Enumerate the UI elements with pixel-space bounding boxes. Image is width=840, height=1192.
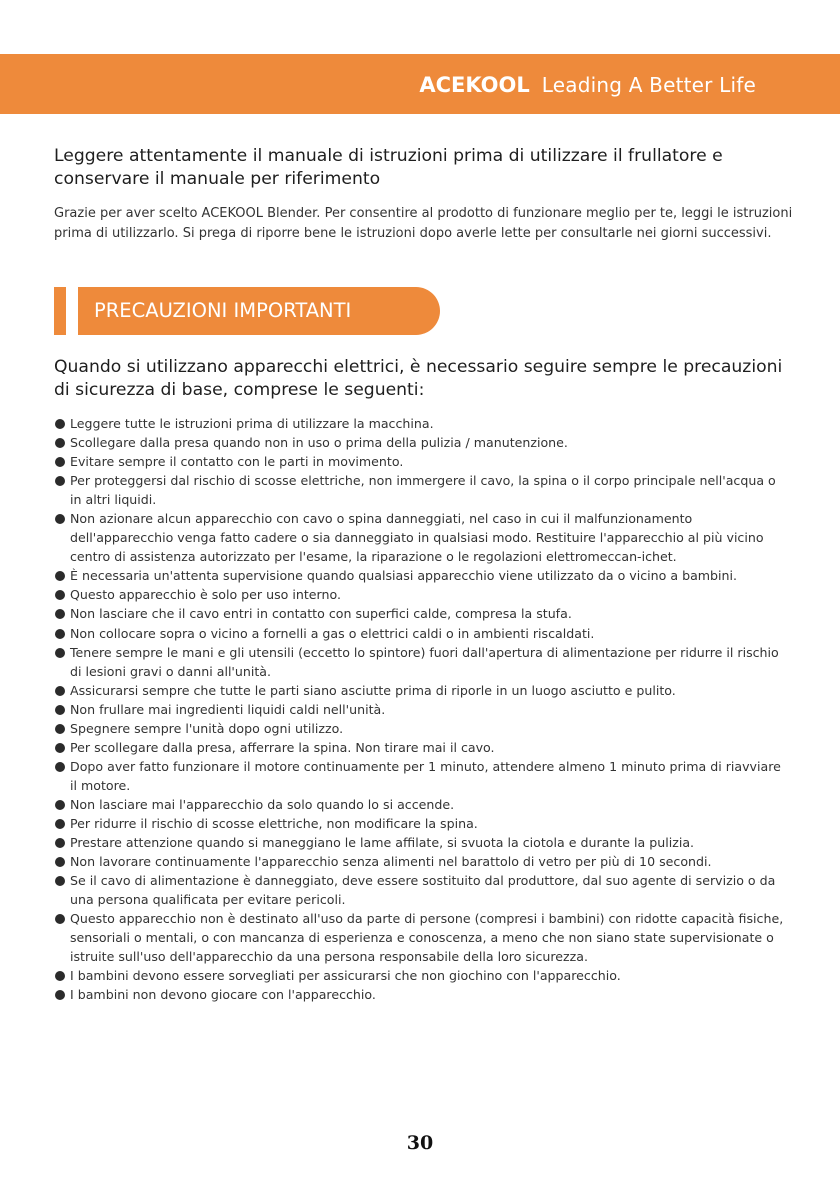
- list-item: [54, 604, 789, 623]
- list-item-text: Prestare attenzione quando si maneggiano le lame affilate, si svuota la ciotola e durante la pulizia.: [70, 835, 695, 851]
- list-item-text: Spegnere sempre l'unità dopo ogni utilizzo.: [70, 720, 344, 736]
- list-item: [54, 700, 789, 719]
- list-item: [54, 509, 789, 566]
- list-item: [54, 414, 789, 433]
- list-item: [54, 471, 789, 509]
- intro-title: Leggere attentamente il manuale di istruzioni prima di utilizzare il frullatore e conservare il manuale per riferimento: [54, 146, 723, 189]
- list-item: [54, 966, 789, 985]
- bullet-icon: [55, 724, 65, 734]
- list-item: [54, 624, 789, 643]
- bullet-icon: [55, 743, 65, 753]
- list-item-text: Scollegare dalla presa quando non in uso o prima della pulizia / manutenzione.: [70, 435, 568, 451]
- page-number: 30: [406, 1132, 434, 1154]
- list-item-text: Non azionare alcun apparecchio con cavo o spina danneggiati, nel caso in cui il malfunzionamento dell'apparecchio venga fatto cadere o sia danneggiato in qualsiasi modo. Restituire l'apparecchio al più vicino centro di assistenza autorizzato per l'esame, la riparazione o le regolazioni elettromeccan-ichet.: [70, 511, 764, 565]
- list-item: [54, 814, 789, 833]
- list-item-text: Evitare sempre il contatto con le parti in movimento.: [70, 454, 404, 470]
- list-item-text: Non lasciare che il cavo entri in contatto con superfici calde, compresa la stufa.: [70, 606, 572, 622]
- list-item-text: Se il cavo di alimentazione è danneggiato, deve essere sostituito dal produttore, dal suo agente di servizio o da una persona qualificata per evitare pericoli.: [70, 873, 776, 908]
- bullet-icon: [55, 762, 65, 772]
- list-item-text: Leggere tutte le istruzioni prima di utilizzare la macchina.: [70, 416, 434, 431]
- list-item: [54, 738, 789, 757]
- bullet-icon: [55, 419, 65, 429]
- list-item-text: Non lavorare continuamente l'apparecchio senza alimenti nel barattolo di vetro per più di 10 secondi.: [70, 854, 712, 870]
- bullet-icon: [55, 819, 65, 829]
- section-title: PRECAUZIONI IMPORTANTI: [78, 287, 440, 335]
- list-item: [54, 566, 789, 585]
- bullet-icon: [55, 800, 65, 810]
- list-item: [54, 909, 789, 966]
- bullet-icon: [55, 971, 65, 981]
- list-item: [54, 643, 789, 681]
- list-item: [54, 757, 789, 795]
- list-item: [54, 681, 789, 700]
- bullet-icon: [55, 705, 65, 715]
- list-item: [54, 833, 789, 852]
- bullet-icon: [55, 629, 65, 639]
- list-item: [54, 452, 789, 471]
- list-item-text: Per ridurre il rischio di scosse elettriche, non modificare la spina.: [70, 815, 478, 831]
- bullet-icon: [55, 514, 65, 524]
- list-item-text: Non collocare sopra o vicino a fornelli a gas o elettrici caldi o in ambienti riscaldati.: [70, 625, 595, 641]
- list-item-text: Non frullare mai ingredienti liquidi caldi nell'unità.: [70, 701, 386, 717]
- list-item: [54, 871, 789, 909]
- section-marker: [54, 287, 66, 335]
- bullet-icon: [55, 590, 65, 600]
- list-item: [54, 795, 789, 814]
- list-item-text: I bambini non devono giocare con l'apparecchio.: [70, 987, 376, 1003]
- list-item: [54, 433, 789, 452]
- list-item-text: È necessaria un'attenta supervisione quando qualsiasi apparecchio viene utilizzato da o vicino a bambini.: [70, 568, 738, 584]
- intro-text: Grazie per aver scelto ACEKOOL Blender. Per consentire al prodotto di funzionare meglio per te, leggi le istruzioni prima di utilizzarlo. Si prega di riporre bene le istruzioni dopo averle lette per consultarle nei giorni successivi.: [54, 206, 793, 241]
- list-item-text: Dopo aver fatto funzionare il motore continuamente per 1 minuto, attendere almeno 1 minuto prima di riavviare il motore.: [70, 758, 781, 793]
- bullet-icon: [55, 571, 65, 581]
- bullet-icon: [55, 686, 65, 696]
- brand-logo: ACEKOOL: [419, 73, 530, 97]
- precautions-list: [54, 414, 789, 1004]
- bullet-icon: [55, 838, 65, 848]
- list-item-text: Questo apparecchio è solo per uso interno.: [70, 587, 341, 603]
- list-item-text: I bambini devono essere sorvegliati per assicurarsi che non giochino con l'apparecchio.: [70, 968, 621, 984]
- bullet-icon: [55, 857, 65, 867]
- list-item-text: Non lasciare mai l'apparecchio da solo quando lo si accende.: [70, 796, 455, 812]
- bullet-icon: [55, 648, 65, 658]
- list-item-text: Tenere sempre le mani e gli utensili (eccetto lo spintore) fuori dall'apertura di alimentazione per ridurre il rischio di lesioni gravi o danni all'unità.: [70, 644, 779, 679]
- list-item-text: Questo apparecchio non è destinato all'uso da parte di persone (compresi i bambini) con ridotte capacità fisiche, sensoriali o mentali, o con mancanza di esperienza e conoscenza, a meno che non siano state supervisionate o istruite sull'uso dell'apparecchio da una persona responsabile della loro sicurezza.: [70, 911, 784, 965]
- bullet-icon: [55, 990, 65, 1000]
- list-item: [54, 852, 789, 871]
- bullet-icon: [55, 609, 65, 619]
- section-subtitle: Quando si utilizzano apparecchi elettrici, è necessario seguire sempre le precauzioni di sicurezza di base, comprese le seguenti:: [54, 357, 783, 400]
- header-bar: [0, 54, 840, 114]
- list-item: [54, 719, 789, 738]
- list-item-text: Per scollegare dalla presa, afferrare la spina. Non tirare mai il cavo.: [70, 739, 495, 755]
- brand-tagline: Leading A Better Life: [541, 73, 756, 97]
- bullet-icon: [55, 457, 65, 467]
- list-item: [54, 585, 789, 604]
- bullet-icon: [55, 476, 65, 486]
- bullet-icon: [55, 438, 65, 448]
- list-item-text: Per proteggersi dal rischio di scosse elettriche, non immergere il cavo, la spina o il corpo principale nell'acqua o in altri liquidi.: [70, 473, 776, 508]
- list-item-text: Assicurarsi sempre che tutte le parti siano asciutte prima di riporle in un luogo asciutto e pulito.: [70, 682, 676, 698]
- bullet-icon: [55, 876, 65, 886]
- list-item: [54, 985, 789, 1004]
- bullet-icon: [55, 914, 65, 924]
- brand: [419, 70, 756, 100]
